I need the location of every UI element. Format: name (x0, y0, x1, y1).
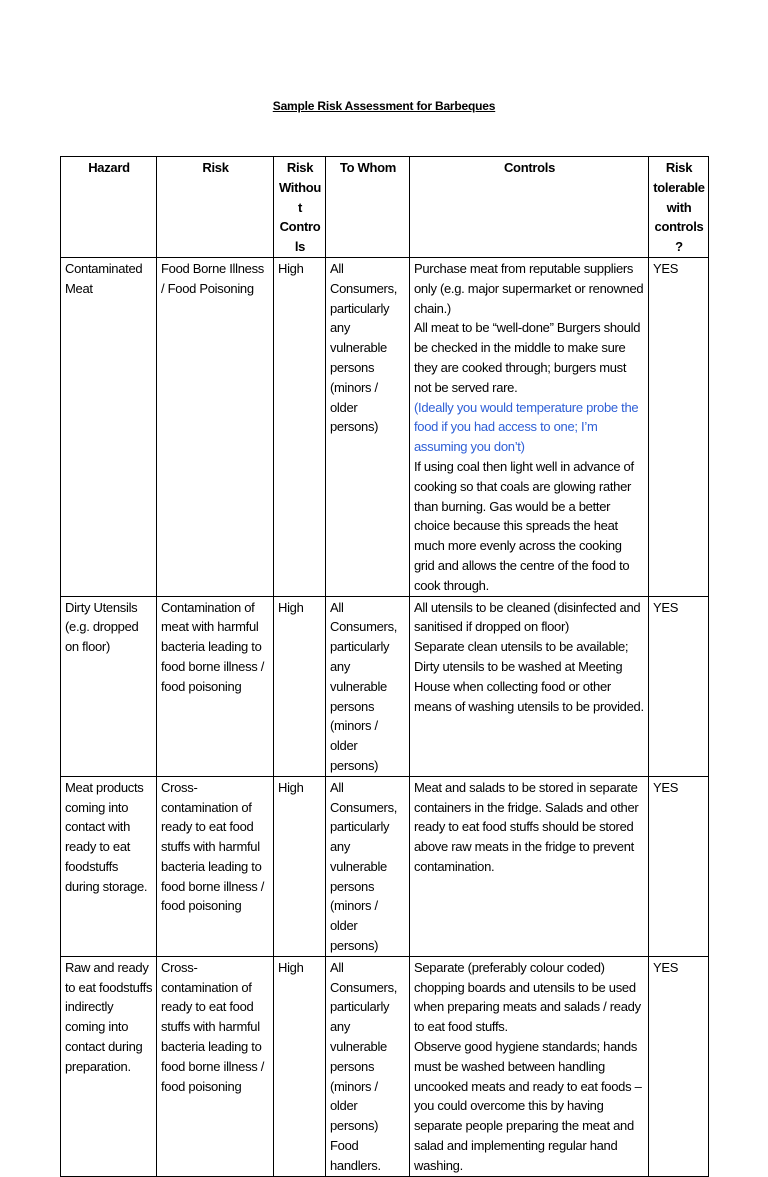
hazard-cell: Raw and ready to eat foodstuffs indirectly coming into contact during preparation. (61, 956, 157, 1176)
risk-cell: Cross-contamination of ready to eat food stuffs with harmful bacteria leading to food borne illness / food poisoning (157, 956, 274, 1176)
table-row (61, 596, 709, 776)
page-title: Sample Risk Assessment for Barbeques (272, 99, 496, 113)
tolerable-cell: YES (649, 956, 709, 1176)
to-whom-cell: All Consumers, particularly any vulnerable persons (minors / older persons) Food handlers. (326, 956, 410, 1176)
control-item: If using coal then light well in advance of cooking so that coals are glowing rather than burning. Gas would be a better choice because this spreads the heat much more evenly across the cooking grid and allows the centre of the food to cook through. (414, 458, 634, 593)
table-row (61, 257, 709, 596)
control-item: Observe good hygiene standards; hands must be washed between handling uncooked meats and ready to eat foods – you could overcome this by having separate people preparing the meat and salad and implementing regular hand washing. (414, 1039, 642, 1173)
controls-cell (410, 776, 649, 956)
header-risk-without-controls: Risk Without Controls (274, 157, 326, 258)
hazard-cell: Dirty Utensils (e.g. dropped on floor) (61, 596, 157, 776)
control-item: Separate clean utensils to be available; Dirty utensils to be washed at Meeting House when collecting food or other means of washing utensils to be provided. (414, 639, 644, 714)
tolerable-cell: YES (649, 257, 709, 596)
header-tolerable: Risk tolerable with controls? (649, 157, 709, 258)
table-row (61, 956, 709, 1176)
risk-cell: Cross-contamination of ready to eat food stuffs with harmful bacteria leading to food borne illness / food poisoning (157, 776, 274, 956)
risk-level-cell: High (274, 596, 326, 776)
controls-cell (410, 257, 649, 596)
hazard-cell: Contaminated Meat (61, 257, 157, 596)
risk-cell: Contamination of meat with harmful bacteria leading to food borne illness / food poisoning (157, 596, 274, 776)
risk-level-cell: High (274, 257, 326, 596)
control-item: Meat and salads to be stored in separate containers in the fridge. Salads and other ready to eat food stuffs should be stored above raw meats in the fridge to prevent contamination. (414, 779, 639, 874)
to-whom-cell: All Consumers, particularly any vulnerable persons (minors / older persons) (326, 257, 410, 596)
tolerable-cell: YES (649, 596, 709, 776)
risk-level-cell: High (274, 776, 326, 956)
to-whom-cell: All Consumers, particularly any vulnerable persons (minors / older persons) (326, 776, 410, 956)
header-risk: Risk (157, 157, 274, 258)
table-row (61, 776, 709, 956)
controls-cell (410, 596, 649, 776)
control-item: Purchase meat from reputable suppliers only (e.g. major supermarket or renowned chain.) (414, 260, 644, 316)
control-note: (Ideally you would temperature probe the food if you had access to one; I’m assuming you don’t) (414, 399, 639, 455)
risk-level-cell: High (274, 956, 326, 1176)
controls-cell (410, 956, 649, 1176)
control-item: All meat to be “well-done” Burgers should be checked in the middle to make sure they are cooked through; burgers must not be served rare. (414, 320, 641, 395)
hazard-cell: Meat products coming into contact with ready to eat foodstuffs during storage. (61, 776, 157, 956)
control-item: Separate (preferably colour coded) chopping boards and utensils to be used when preparing meats and salads / ready to eat food stuffs. (414, 959, 641, 1035)
tolerable-cell: YES (649, 776, 709, 956)
header-controls: Controls (410, 157, 649, 258)
risk-cell: Food Borne Illness / Food Poisoning (157, 257, 274, 596)
to-whom-cell: All Consumers, particularly any vulnerable persons (minors / older persons) (326, 596, 410, 776)
header-hazard: Hazard (61, 157, 157, 258)
control-item: All utensils to be cleaned (disinfected and sanitised if dropped on floor) (414, 599, 641, 635)
header-to-whom: To Whom (326, 157, 410, 258)
table-header-row (61, 157, 709, 258)
